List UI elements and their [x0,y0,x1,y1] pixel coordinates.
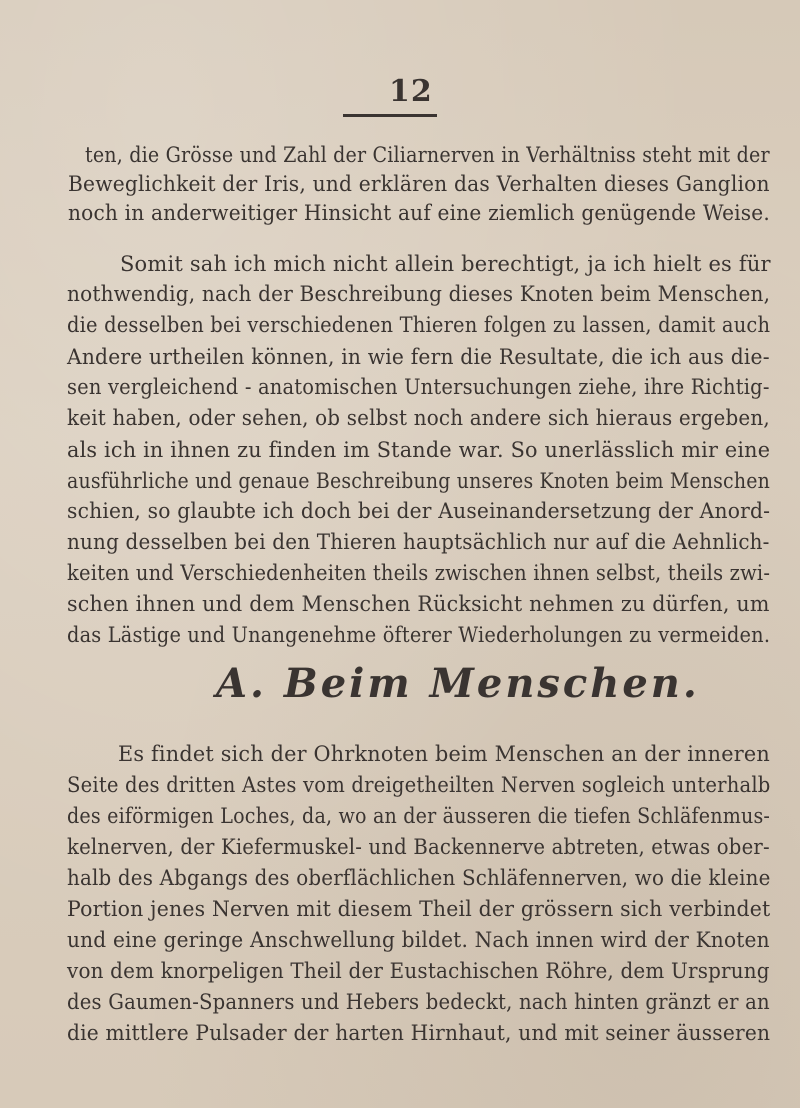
text-line: die mittlere Pulsader der harten Hirnhaut, und mit seiner äusseren [67,1021,771,1046]
text-line: des eiförmigen Loches, da, wo an der äusseren die tiefen Schläfenmus- [67,804,771,829]
text-line: Seite des dritten Astes vom dreigetheilten Nerven sogleich unterhalb [67,773,771,798]
text-line: keiten und Verschiedenheiten theils zwischen ihnen selbst, theils zwi- [67,561,771,586]
section-heading: A. Beim Menschen. [216,660,700,707]
text-line: nung desselben bei den Thieren hauptsächlich nur auf die Aehnlich- [67,530,770,555]
text-line: sen vergleichend - anatomischen Untersuchungen ziehe, ihre Richtig- [67,375,770,400]
text-line: Portion jenes Nerven mit diesem Theil der grössern sich verbindet [67,897,771,922]
text-line: als ich in ihnen zu finden im Stande war. So unerlässlich mir eine [67,438,771,463]
text-line: und eine geringe Anschwellung bildet. Nach innen wird der Knoten [67,928,770,953]
text-line: kelnerven, der Kiefermuskel- und Backennerve abtreten, etwas ober- [67,835,770,860]
text-line: nothwendig, nach der Beschreibung dieses Knoten beim Menschen, [67,282,771,307]
text-line: des Gaumen-Spanners und Hebers bedeckt, nach hinten gränzt er an [67,990,770,1015]
text-line: ausführliche und genaue Beschreibung unseres Knoten beim Menschen [67,469,770,494]
page-number-rule [343,114,437,117]
text-line: Es findet sich der Ohrknoten beim Menschen an der inneren [118,742,770,767]
text-line: von dem knorpeligen Theil der Eustachischen Röhre, dem Ursprung [67,959,770,984]
text-line: das Lästige und Unangenehme öfterer Wiederholungen zu vermeiden. [67,623,771,648]
text-line: Andere urtheilen können, in wie fern die Resultate, die ich aus die- [67,345,770,370]
text-line: ten, die Grösse und Zahl der Ciliarnerven in Verhältniss steht mit der [85,143,770,168]
text-line: schien, so glaubte ich doch bei der Auseinandersetzung der Anord- [67,499,771,524]
text-line: halb des Abgangs des oberflächlichen Schläfennerven, wo die kleine [67,866,771,891]
text-line: Beweglichkeit der Iris, und erklären das Verhalten dieses Ganglion [68,172,770,197]
text-line: noch in anderweitiger Hinsicht auf eine ziemlich genügende Weise. [68,201,770,226]
text-line: die desselben bei verschiedenen Thieren folgen zu lassen, damit auch [67,313,771,338]
page-number: 12 [389,74,433,109]
text-line: schen ihnen und dem Menschen Rücksicht nehmen zu dürfen, um [67,592,770,617]
text-line: keit haben, oder sehen, ob selbst noch andere sich hieraus ergeben, [67,406,770,431]
text-line: Somit sah ich mich nicht allein berechtigt, ja ich hielt es für [120,252,771,277]
